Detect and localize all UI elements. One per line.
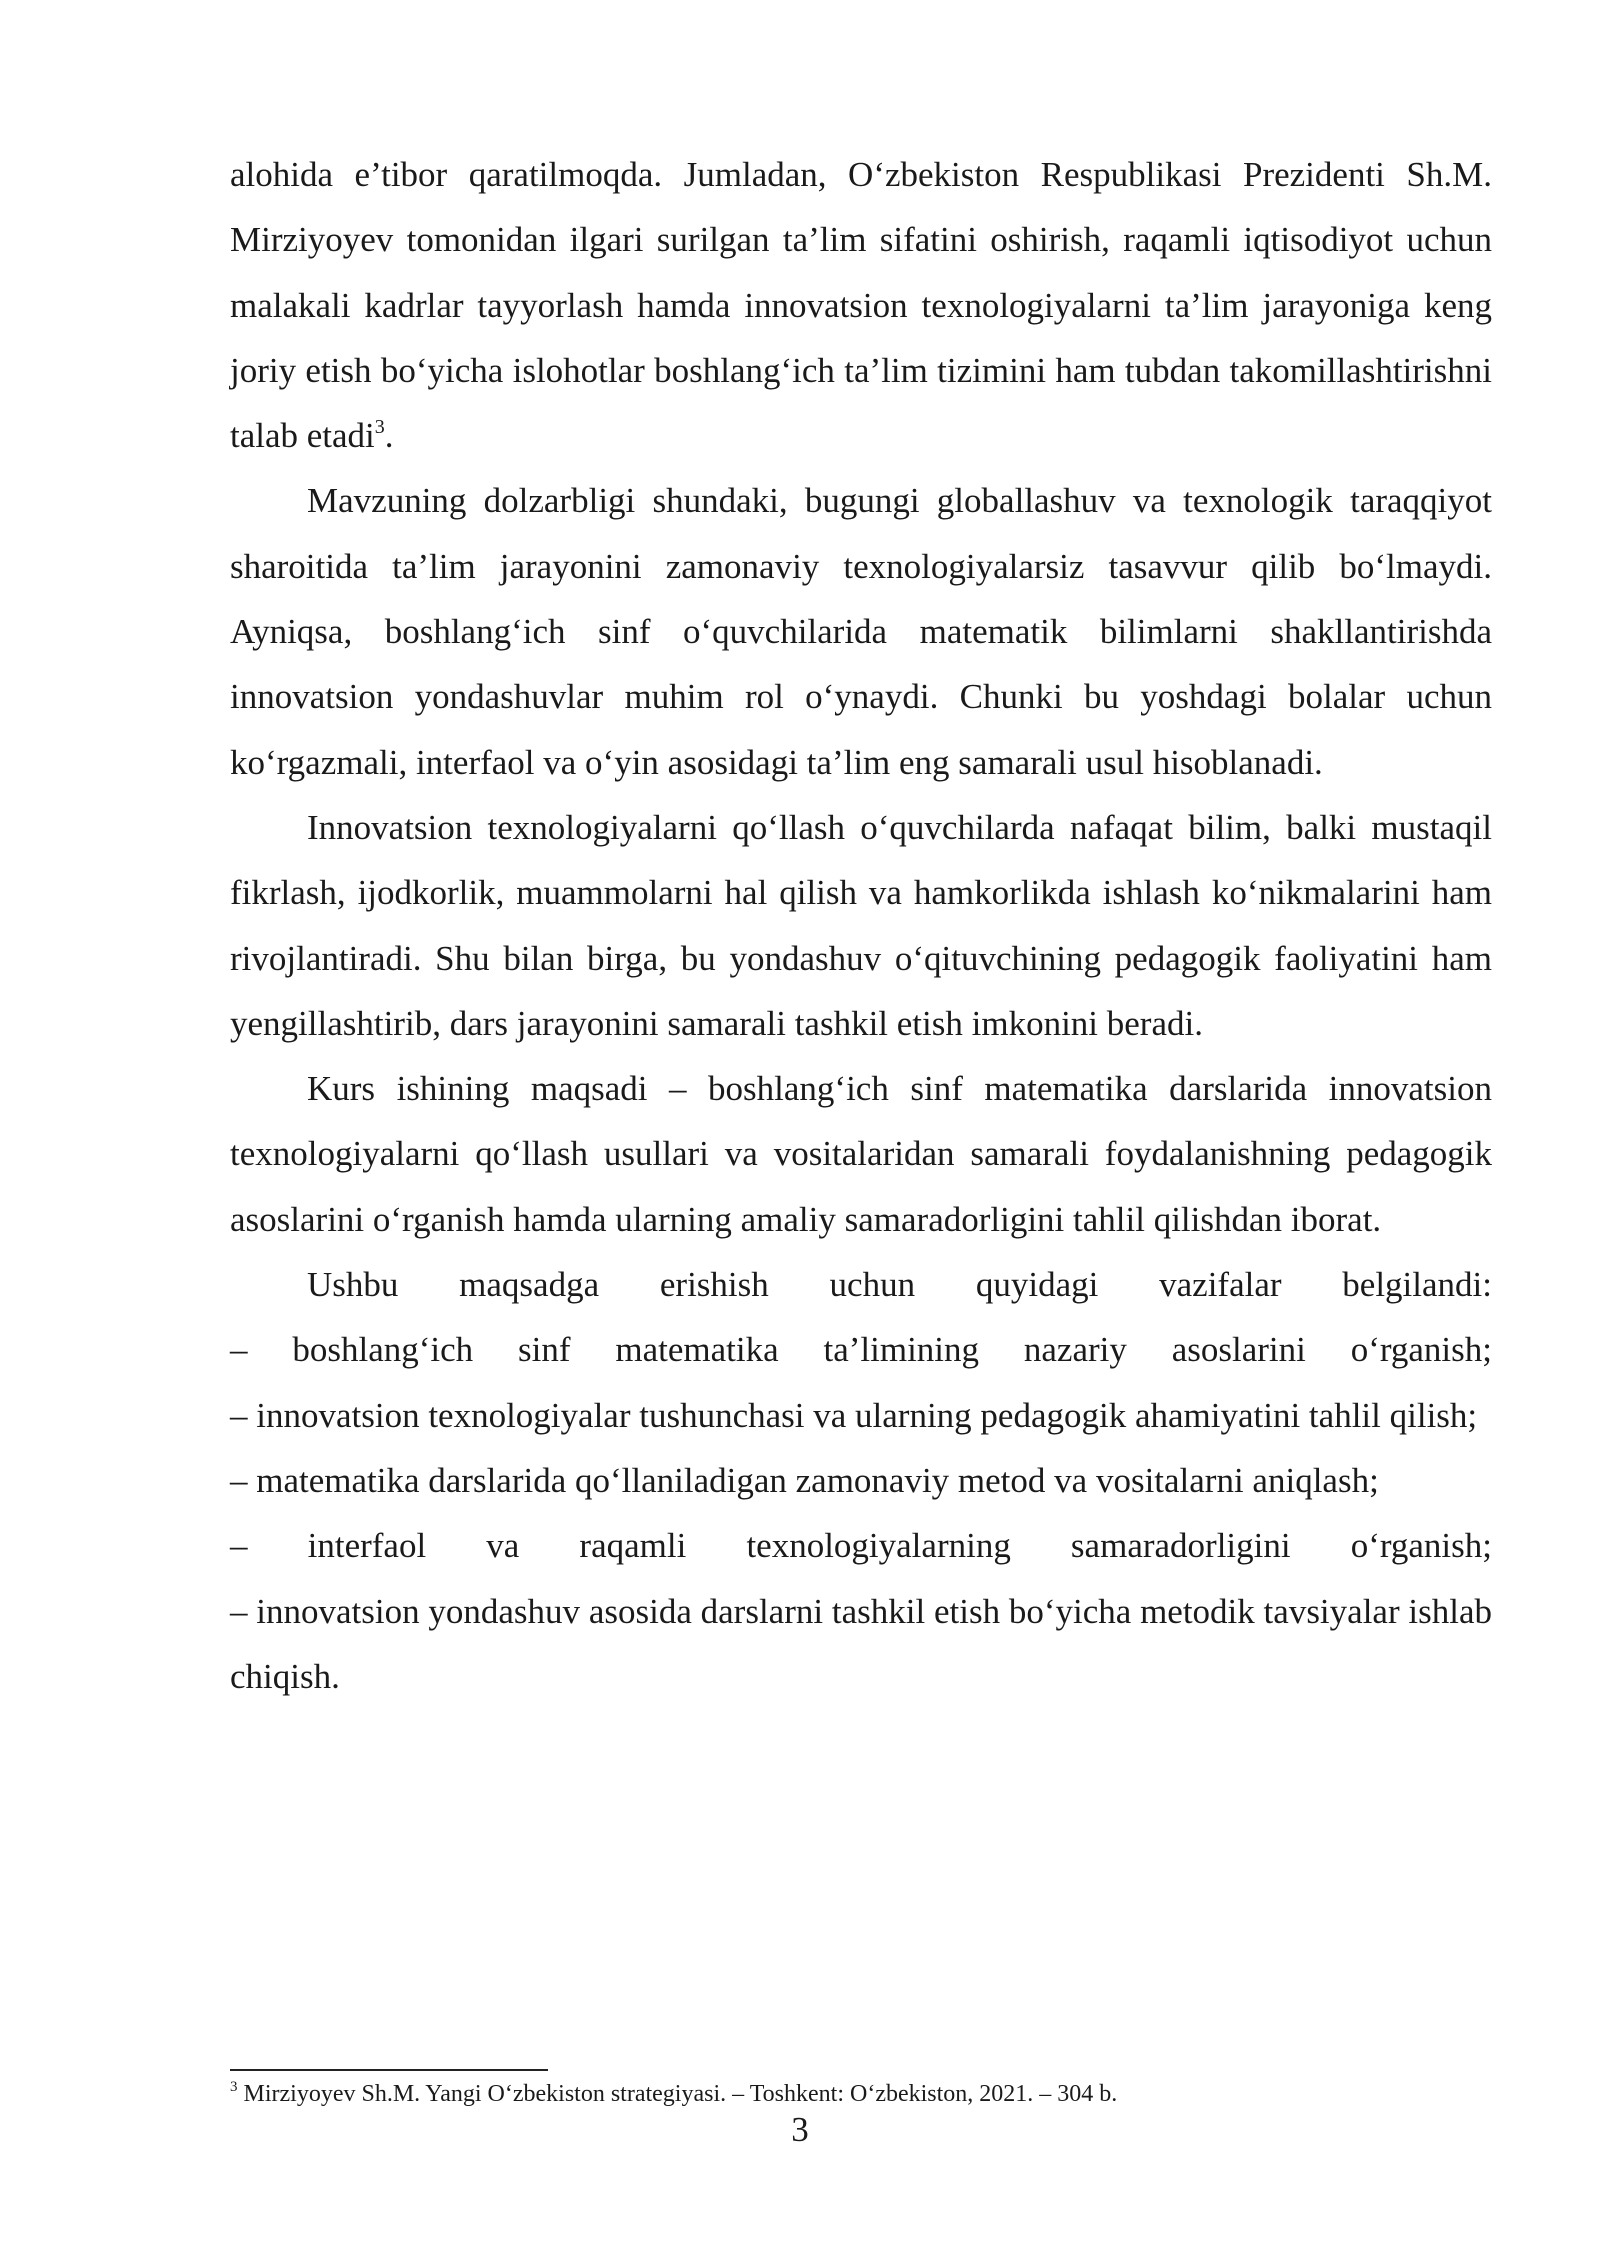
page-number: 3 bbox=[791, 2110, 809, 2149]
footnote-reference[interactable]: 3 bbox=[374, 415, 385, 438]
footnote-number: 3 bbox=[230, 2079, 238, 2095]
paragraph-5-intro: Ushbu maqsadga erishish uchun quyidagi vazifalar belgilandi: bbox=[307, 1265, 1492, 1305]
task-item-2: – innovatsion texnologiyalar tushunchasi va ularning pedagogik ahamiyatini tahlil qilish; bbox=[230, 1395, 1478, 1435]
task-item-3: – matematika darslarida qo‘llaniladigan zamonaviy metod va vositalarni aniqlash; bbox=[230, 1460, 1379, 1500]
paragraph-4: Kurs ishining maqsadi – boshlang‘ich sinf matematika darslarida innovatsion texnologiyalarni qo‘llash usullari va vositalaridan samarali foydalanishning pedagogik asoslarini o‘rganish hamda ularning amaliy samaradorligini tahlil qilishdan iborat. bbox=[230, 1069, 1492, 1239]
paragraph-2: Mavzuning dolzarbligi shundaki, bugungi globallashuv va texnologik taraqqiyot sharoitida ta’lim jarayonini zamonaviy texnologiyalarsiz tasavvur qilib bo‘lmaydi. Ayniqsa, boshlang‘ich sinf o‘quvchilarida matematik bilimlarni shakllantirishda innovatsion yondashuvlar muhim rol o‘ynaydi. Chunki bu yoshdagi bolalar uchun ko‘rgazmali, interfaol va o‘yin asosidagi ta’lim eng samarali usul hisoblanadi. bbox=[230, 481, 1492, 782]
task-item-1: – boshlang‘ich sinf matematika ta’limining nazariy asoslarini o‘rganish; bbox=[230, 1330, 1492, 1370]
task-item-5: – innovatsion yondashuv asosida darslarni tashkil etish bo‘yicha metodik tavsiyalar ishlab chiqish. bbox=[230, 1591, 1492, 1696]
paragraph-1-end: . bbox=[384, 416, 394, 456]
paragraph-1-first-line: alohida e’tibor qaratilmoqda. Jumladan, O‘zbekiston Respublikasi Prezidenti Sh.M. bbox=[230, 155, 1492, 194]
paragraph-1 bbox=[230, 207, 1492, 468]
footnote bbox=[230, 2079, 1492, 2109]
task-item-4: – interfaol va raqamli texnologiyalarning samaradorligini o‘rganish; bbox=[230, 1526, 1492, 1566]
paragraph-3: Innovatsion texnologiyalarni qo‘llash o‘quvchilarda nafaqat bilim, balki mustaqil fikrlash, ijodkorlik, muammolarni hal qilish va hamkorlikda ishlash ko‘nikmalarini ham rivojlantiradi. Shu bilan birga, bu yondashuv o‘qituvchining pedagogik faoliyatini ham yengillashtirib, dars jarayonini samarali tashkil etish imkonini beradi. bbox=[230, 807, 1492, 1043]
body-text bbox=[230, 142, 1492, 1709]
paragraph-1-text: Mirziyoyev tomonidan ilgari surilgan ta’lim sifatini oshirish, raqamli iqtisodiyot uchun malakali kadrlar tayyorlash hamda innovatsion texnologiyalarni ta’lim jarayoniga keng joriy etish bo‘yicha islohotlar boshlang‘ich ta’lim tizimini ham tubdan takomillashtirishni talab etadi bbox=[230, 220, 1492, 456]
footnote-separator bbox=[230, 2069, 548, 2071]
footnote-text: Mirziyoyev Sh.M. Yangi O‘zbekiston strategiyasi. – Toshkent: O‘zbekiston, 2021. – 304 b. bbox=[243, 2081, 1118, 2107]
